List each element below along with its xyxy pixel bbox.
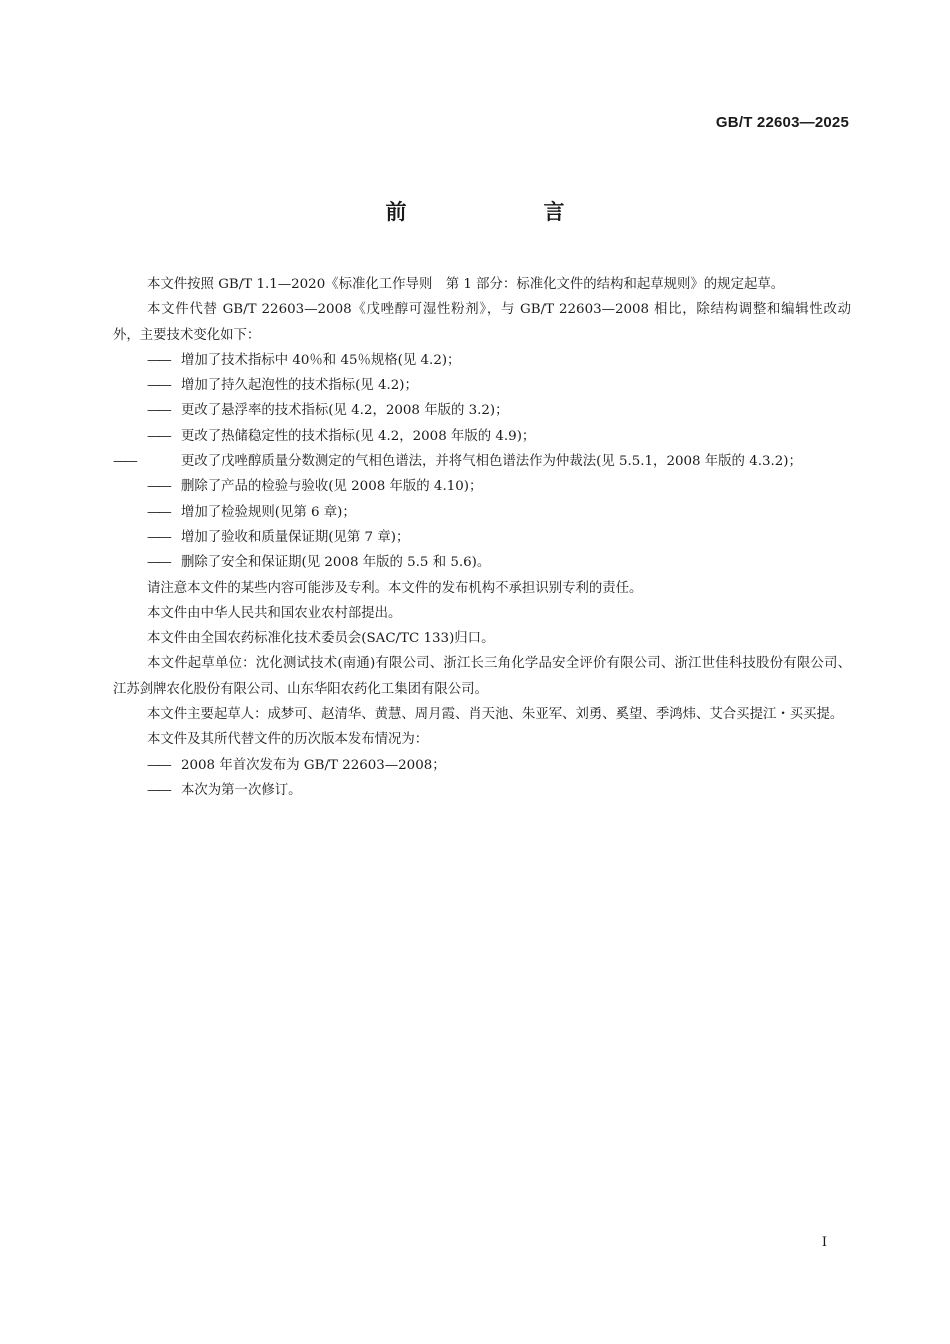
paragraph-centralized-by: 本文件由全国农药标准化技术委员会(SAC/TC 133)归口。 [147,631,495,647]
paragraph-drafting-units: 本文件起草单位：沈化测试技术(南通)有限公司、浙江长三角化学品安全评价有限公司、浙江世佳科技股份有限公司、江苏剑牌农化股份有限公司、山东华阳农药化工集团有限公司。 [113,656,851,697]
list-item-text: 删除了安全和保证期(见 2008 年版的 5.5 和 5.6)。 [181,555,491,571]
list-item-text: 增加了验收和质量保证期(见第 7 章)； [181,529,410,545]
paragraph-replacement: 本文件代替 GB/T 22603—2008《戊唑醇可湿性粉剂》，与 GB/T 22603—2008 相比，除结构调整和编辑性改动外，主要技术变化如下： [113,302,851,343]
list-item-text: 增加了技术指标中 40％和 45％规格(见 4.2)； [181,352,461,368]
page-number: I [821,1235,827,1250]
list-item [113,449,851,474]
paragraph-proposed-by: 本文件由中华人民共和国农业农村部提出。 [147,605,402,621]
list-item [113,424,851,449]
list-item [113,373,851,398]
paragraph-drafting-rules: 本文件按照 GB/T 1.1—2020《标准化工作导则 第 1 部分：标准化文件的结构和起草规则》的规定起草。 [147,277,785,292]
list-item [113,550,851,575]
dash-mark: —— [147,529,170,545]
list-item [113,525,851,550]
list-item [113,778,851,803]
list-item-text: 更改了戊唑醇质量分数测定的气相色谱法，并将气相色谱法作为仲裁法(见 5.5.1，2008 年版的 4.3.2)； [181,454,802,470]
list-item-text: 删除了产品的检验与验收(见 2008 年版的 4.10)； [181,479,483,495]
dash-mark: —— [113,454,136,470]
dash-mark: —— [147,378,170,394]
list-item-text: 本次为第一次修订。 [181,782,302,798]
paragraph-drafters: 本文件主要起草人：成梦可、赵清华、黄慧、周月霞、肖天池、朱亚军、刘勇、奚望、季鸿炜、艾合买提江・买买提。 [147,707,844,723]
dash-mark: —— [147,352,170,368]
dash-mark: —— [147,504,170,520]
list-item-text: 2008 年首次发布为 GB/T 22603—2008； [181,757,446,773]
list-item [113,500,851,525]
dash-mark: —— [147,757,170,773]
list-item [113,474,851,499]
dash-mark: —— [147,403,170,419]
list-item-text: 更改了热储稳定性的技术指标(见 4.2，2008 年版的 4.9)； [181,428,536,444]
list-item [113,348,851,373]
preface-body [113,272,851,803]
list-item-text: 更改了悬浮率的技术指标(见 4.2，2008 年版的 3.2)； [181,403,509,419]
dash-mark: —— [147,479,170,495]
list-item-text: 增加了持久起泡性的技术指标(见 4.2)； [181,378,418,394]
page-title: 前 言 [385,200,623,224]
standard-number: GB/T 22603—2025 [715,114,849,131]
list-item [113,753,851,778]
dash-mark: —— [147,555,170,571]
list-item-text: 增加了检验规则(见第 6 章)； [181,504,356,520]
dash-mark: —— [147,428,170,444]
dash-mark: —— [147,782,170,798]
list-item [113,398,851,423]
paragraph-patent-notice: 请注意本文件的某些内容可能涉及专利。本文件的发布机构不承担识别专利的责任。 [147,580,643,596]
paragraph-history-intro: 本文件及其所代替文件的历次版本发布情况为： [147,732,429,748]
